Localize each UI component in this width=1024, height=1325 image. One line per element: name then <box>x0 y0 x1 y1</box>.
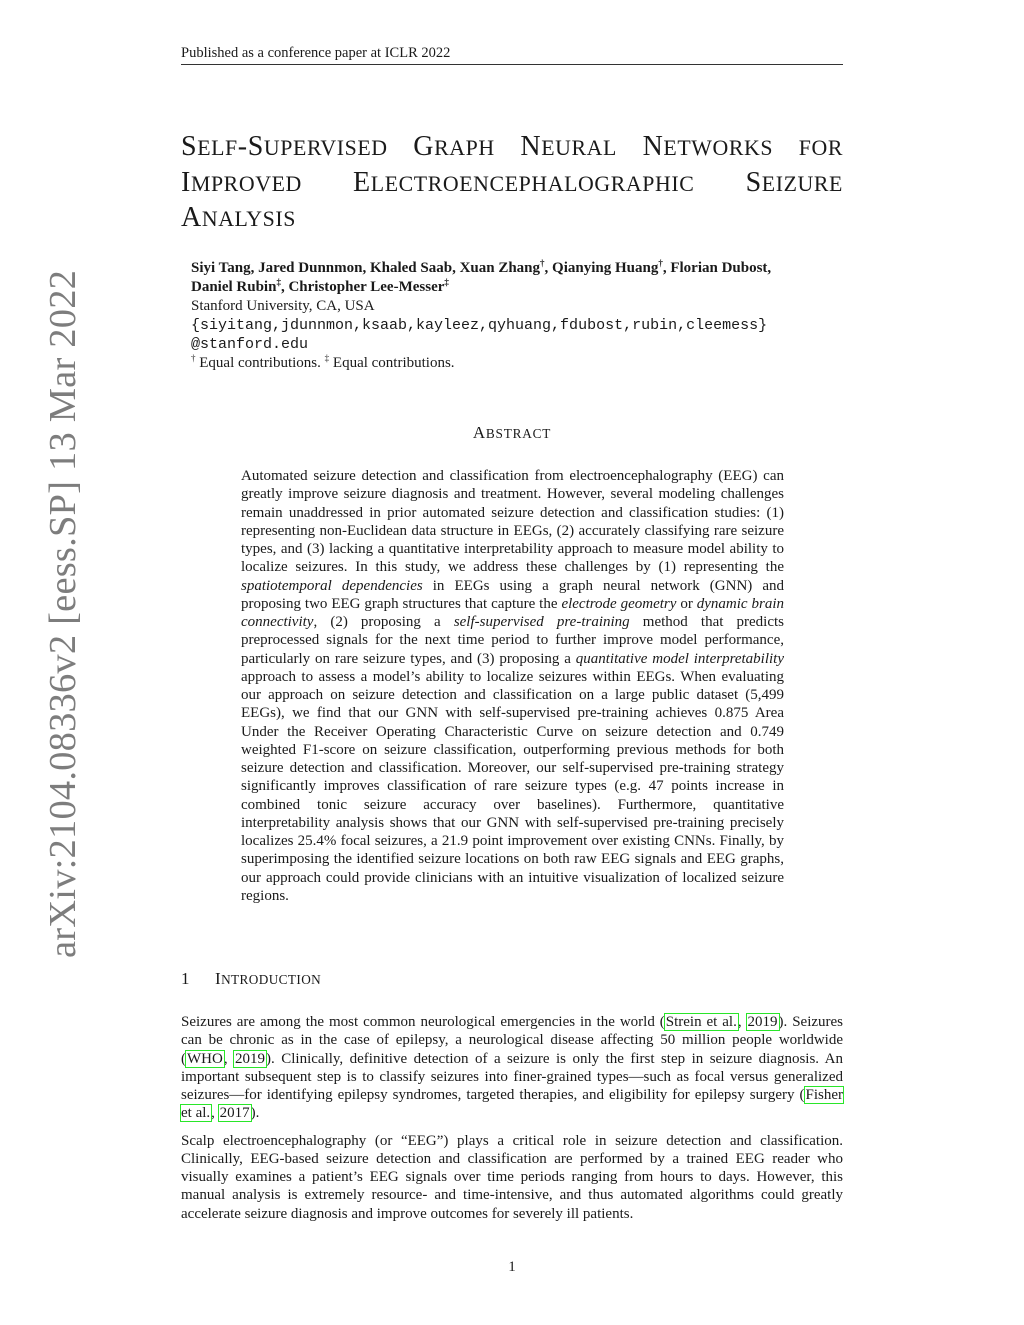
introduction-body <box>181 1013 843 1232</box>
title-word: I <box>181 166 191 198</box>
title-word: S <box>181 131 198 162</box>
title-word-smallcaps: EURAL <box>541 136 617 160</box>
emphasis: self-supervised pre-training <box>453 614 630 630</box>
paragraph: Scalp electroencephalography (or “EEG”) plays a critical role in seizure detection and classification. Clinically, EEG-based seizure detection and classification are performed by a trained EEG reader who visually examines a patient’s EEG signals over time periods ranging from hours to days. However, this manual analysis is extremely resource- and time-intensive, and thus automated algorithms could greatly accelerate seizure diagnosis and improve outcomes for severely ill patients. <box>181 1132 843 1222</box>
title-word-smallcaps: UPERVISED <box>263 136 388 160</box>
email-domain: @stanford.edu <box>191 336 309 353</box>
abstract-heading: ABSTRACT <box>472 423 552 442</box>
title-word: N <box>642 131 664 162</box>
title-word: E <box>353 166 371 198</box>
citation-link[interactable]: Fisher et al. <box>181 1087 843 1122</box>
emphasis: electrode geometry <box>561 595 677 612</box>
footnote-mark: ‡ <box>444 277 449 287</box>
author-names: Siyi Tang, Jared Dunnmon, Khaled Saab, Xuan Zhang†, Qianying Huang†, Florian Dubost, Daniel Rubin‡, Christopher Lee-Messer‡ <box>191 258 772 295</box>
title-word-smallcaps: EIZURE <box>761 171 843 196</box>
section-number: 1 <box>181 969 190 988</box>
running-header: Published as a conference paper at ICLR 2022 <box>181 45 451 61</box>
citation-link[interactable]: 2019 <box>235 1050 266 1067</box>
abstract-text: Automated seizure detection and classification from electroencephalography (EEG) can greatly improve seizure diagnosis and treatment. However, several modeling challenges remain unaddressed in prior automated seizure detection and classification studies: (1) representing non-Euclidean data structure in EEGs, (2) accurately classifying rare seizure types, and (3) lacking a quantitative interpretability approach to measure model ability to localize seizures. In this study, we address these challenges by (1) representing the spatiotemporal dependencies in EEGs using a graph neural network (GNN) and proposing two EEG graph structures that capture the electrode geometry or dynamic brain connectivity, (2) proposing a self-supervised pre-training method that predicts preprocessed signals for the next time period to further improve model performance, particularly on rare seizure types, and (3) proposing a quantitative model interpretability approach to assess a model’s ability to localize seizures within EEGs. When evaluating our approach on seizure detection and classification on a large public dataset (5,499 EEGs), we find that our GNN with self-supervised pre-training achieves 0.875 Area Under the Receiver Operating Characteristic Curve on seizure detection and 0.749 weighted F1-score on seizure classification, outperforming previous methods for both seizure detection and classification. Moreover, our self-supervised pre-training strategy significantly improves classification of rare seizure types (e.g. 47 points increase in combined tonic seizure accuracy over baselines). Furthermore, quantitative interpretability analysis shows that our GNN with self-supervised pre-training precisely localizes 25.4% focal seizures, a 21.9 point improvement over existing CNNs. Finally, by superimposing the identified seizure locations on both raw EEG signals and EEG graphs, our approach could provide clinicians with an intuitive visualization of localized seizure regions. <box>241 468 785 904</box>
page-number: 1 <box>508 1259 516 1275</box>
title-word-smallcaps: ETWORKS <box>663 136 774 160</box>
citation-link[interactable]: Strein et al. <box>665 1014 737 1030</box>
affiliation: Stanford University, CA, USA <box>191 298 375 314</box>
emphasis: quantitative model interpretability <box>575 650 784 667</box>
citation-link[interactable]: 2019 <box>747 1014 778 1030</box>
footnote-mark: ‡ <box>276 277 281 287</box>
footnote-mark: † <box>540 258 545 268</box>
title-word-smallcaps: RAPH <box>434 136 495 160</box>
citation-link[interactable]: WHO <box>187 1050 223 1067</box>
author-emails: {siyitang,jdunnmon,ksaab,kayleez,qyhuang,fdubost,rubin,cleemess} <box>191 317 768 334</box>
title-word: N <box>520 131 542 162</box>
title-word: S <box>247 131 264 162</box>
title-word: S <box>745 166 762 198</box>
title-word-smallcaps: FOR <box>798 136 843 160</box>
emphasis: spatiotemporal dependencies <box>241 577 423 594</box>
citation-link[interactable]: 2017 <box>219 1105 250 1122</box>
title-word-smallcaps: ELF <box>197 136 238 160</box>
emphasis: dynamic brain connectivity <box>241 595 785 630</box>
contribution-note: † Equal contributions. ‡ Equal contributions. <box>191 353 455 371</box>
title-word-smallcaps: MPROVED <box>190 171 302 196</box>
section-heading-introduction: 1 INTRODUCTION <box>181 969 322 988</box>
paper-title <box>181 130 843 237</box>
title-word-smallcaps: NALYSIS <box>201 207 297 231</box>
title-hyphen: - <box>237 131 248 162</box>
arxiv-stamp: arXiv:2104.08336v2 [eess.SP] 13 Mar 2022 <box>42 269 84 958</box>
paragraph: Seizures are among the most common neurological emergencies in the world (Strein et al., 2019). Seizures can be chronic as in the case of epilepsy, a neurological disease affecting 50 million people worldwide (WHO, 2019). Clinically, definitive detection of a seizure is only the first step in seizure diagnosis. An important subsequent step is to classify seizures into finer-grained types—such as focal versus generalized seizures—for identifying epilepsy syndromes, targeted therapies, and eligibility for epilepsy surgery (Fisher et al., 2017). <box>181 1014 844 1122</box>
title-word: G <box>413 131 435 162</box>
title-word: A <box>181 202 202 233</box>
header-rule <box>181 64 843 65</box>
footnote-mark: † <box>658 258 663 268</box>
title-word-smallcaps: LECTROENCEPHALOGRAPHIC <box>370 171 695 196</box>
author-block <box>191 259 846 373</box>
